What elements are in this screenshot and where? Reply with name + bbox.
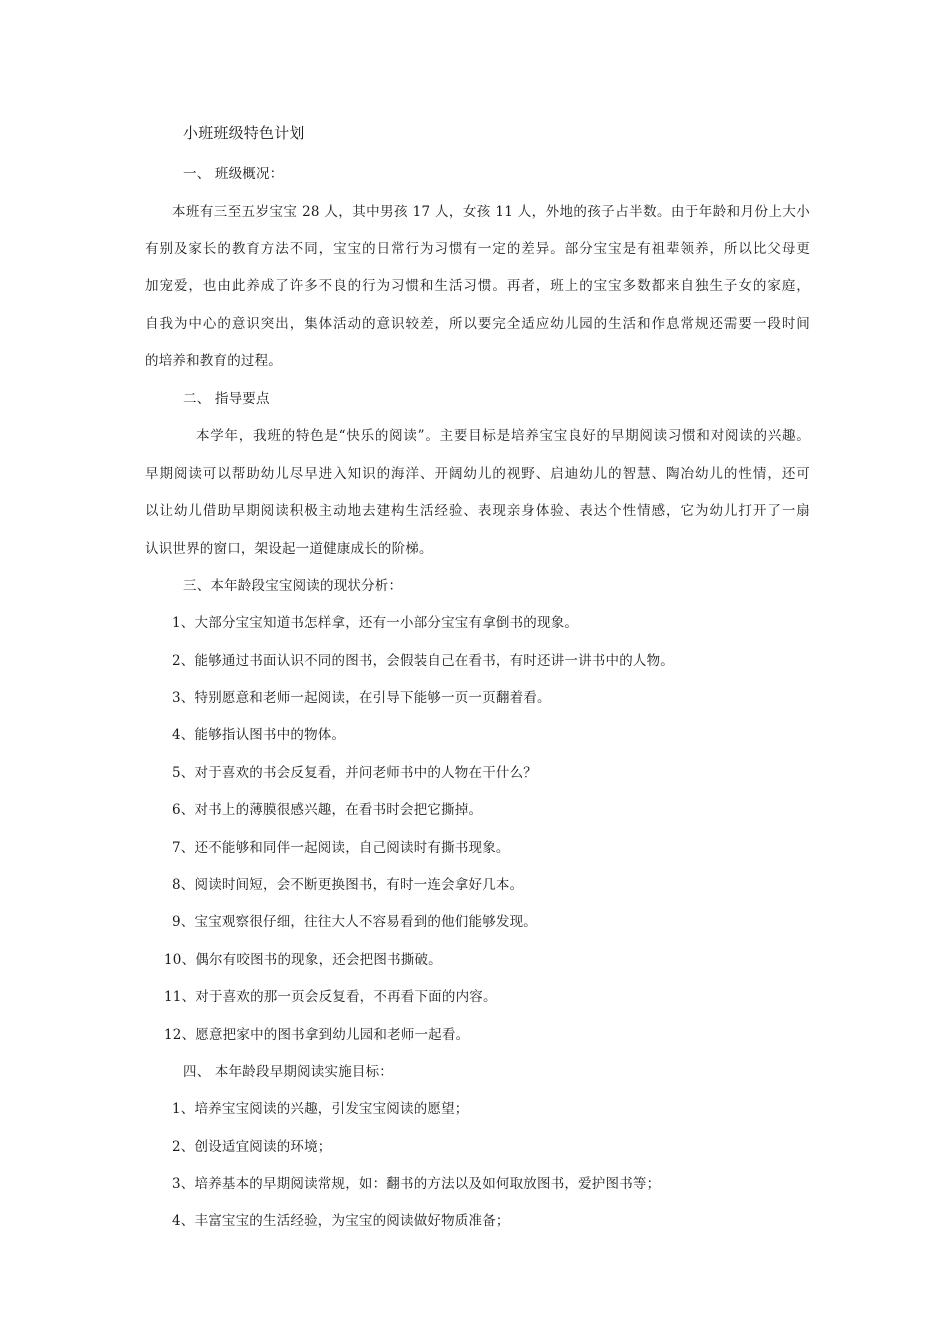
list-item: 5、对于喜欢的书会反复看，并问老师书中的人物在干什么？ [172,765,537,781]
section-heading-status: 三、本年龄段宝宝阅读的现状分析： [183,578,403,594]
list-item: 3、培养基本的早期阅读常规，如：翻书的方法以及如何取放图书，爱护图书等； [172,1176,661,1192]
list-item: 4、丰富宝宝的生活经验，为宝宝的阅读做好物质准备； [172,1213,510,1229]
paragraph-line: 本班有三至五岁宝宝 28 人，其中男孩 17 人，女孩 11 人，外地的孩子占半数。由于年龄和月份上大小 [172,204,810,220]
list-item: 9、宝宝观察很仔细，往往大人不容易看到的他们能够发现。 [172,914,537,930]
document-title: 小班班级特色计划 [183,124,305,142]
section-heading-goals: 四、 本年龄段早期阅读实施目标： [183,1064,393,1080]
paragraph-line: 有别及家长的教育方法不同，宝宝的日常行为习惯有一定的差异。部分宝宝是有祖辈领养，所以比父母更 [145,241,810,257]
list-item: 6、对书上的薄膜很感兴趣，在看书时会把它撕掉。 [172,802,483,818]
paragraph-line: 以让幼儿借助早期阅读积极主动地去建构生活经验、表现亲身体验、表达个性情感，它为幼儿打开了一扇 [145,503,810,519]
list-item: 12、愿意把家中的图书拿到幼儿园和老师一起看。 [164,1027,470,1043]
list-item: 2、创设适宜阅读的环境； [172,1139,332,1155]
paragraph-line: 早期阅读可以帮助幼儿尽早进入知识的海洋、开阔幼儿的视野、启迪幼儿的智慧、陶冶幼儿的性情，还可 [145,466,810,482]
section-heading-guidance: 二、 指导要点 [183,391,270,407]
list-item: 1、大部分宝宝知道书怎样拿，还有一小部分宝宝有拿倒书的现象。 [172,615,579,631]
list-item: 10、偶尔有咬图书的现象，还会把图书撕破。 [164,952,442,968]
list-item: 7、还不能够和同伴一起阅读，自己阅读时有撕书现象。 [172,840,510,856]
list-item: 4、能够指认图书中的物体。 [172,727,346,743]
paragraph-line: 加宠爱，也由此养成了许多不良的行为习惯和生活习惯。再者，班上的宝宝多数都来自独生子女的家庭， [145,278,810,294]
paragraph-line: 的培养和教育的过程。 [145,353,282,369]
list-item: 3、特别愿意和老师一起阅读，在引导下能够一页一页翻着看。 [172,690,551,706]
list-item: 1、培养宝宝阅读的兴趣，引发宝宝阅读的愿望； [172,1101,469,1117]
list-item: 8、阅读时间短，会不断更换图书，有时一连会拿好几本。 [172,877,524,893]
list-item: 2、能够通过书面认识不同的图书，会假装自己在看书，有时还讲一讲书中的人物。 [172,653,674,669]
paragraph-line: 认识世界的窗口，架设起一道健康成长的阶梯。 [145,541,433,557]
list-item: 11、对于喜欢的那一页会反复看，不再看下面的内容。 [164,989,497,1005]
paragraph-line: 本学年，我班的特色是“快乐的阅读”。主要目标是培养宝宝良好的早期阅读习惯和对阅读的兴趣。 [196,428,810,444]
section-heading-overview: 一、 班级概况： [183,166,284,182]
paragraph-line: 自我为中心的意识突出，集体活动的意识较差，所以要完全适应幼儿园的生活和作息常规还需要一段时间 [145,316,810,332]
